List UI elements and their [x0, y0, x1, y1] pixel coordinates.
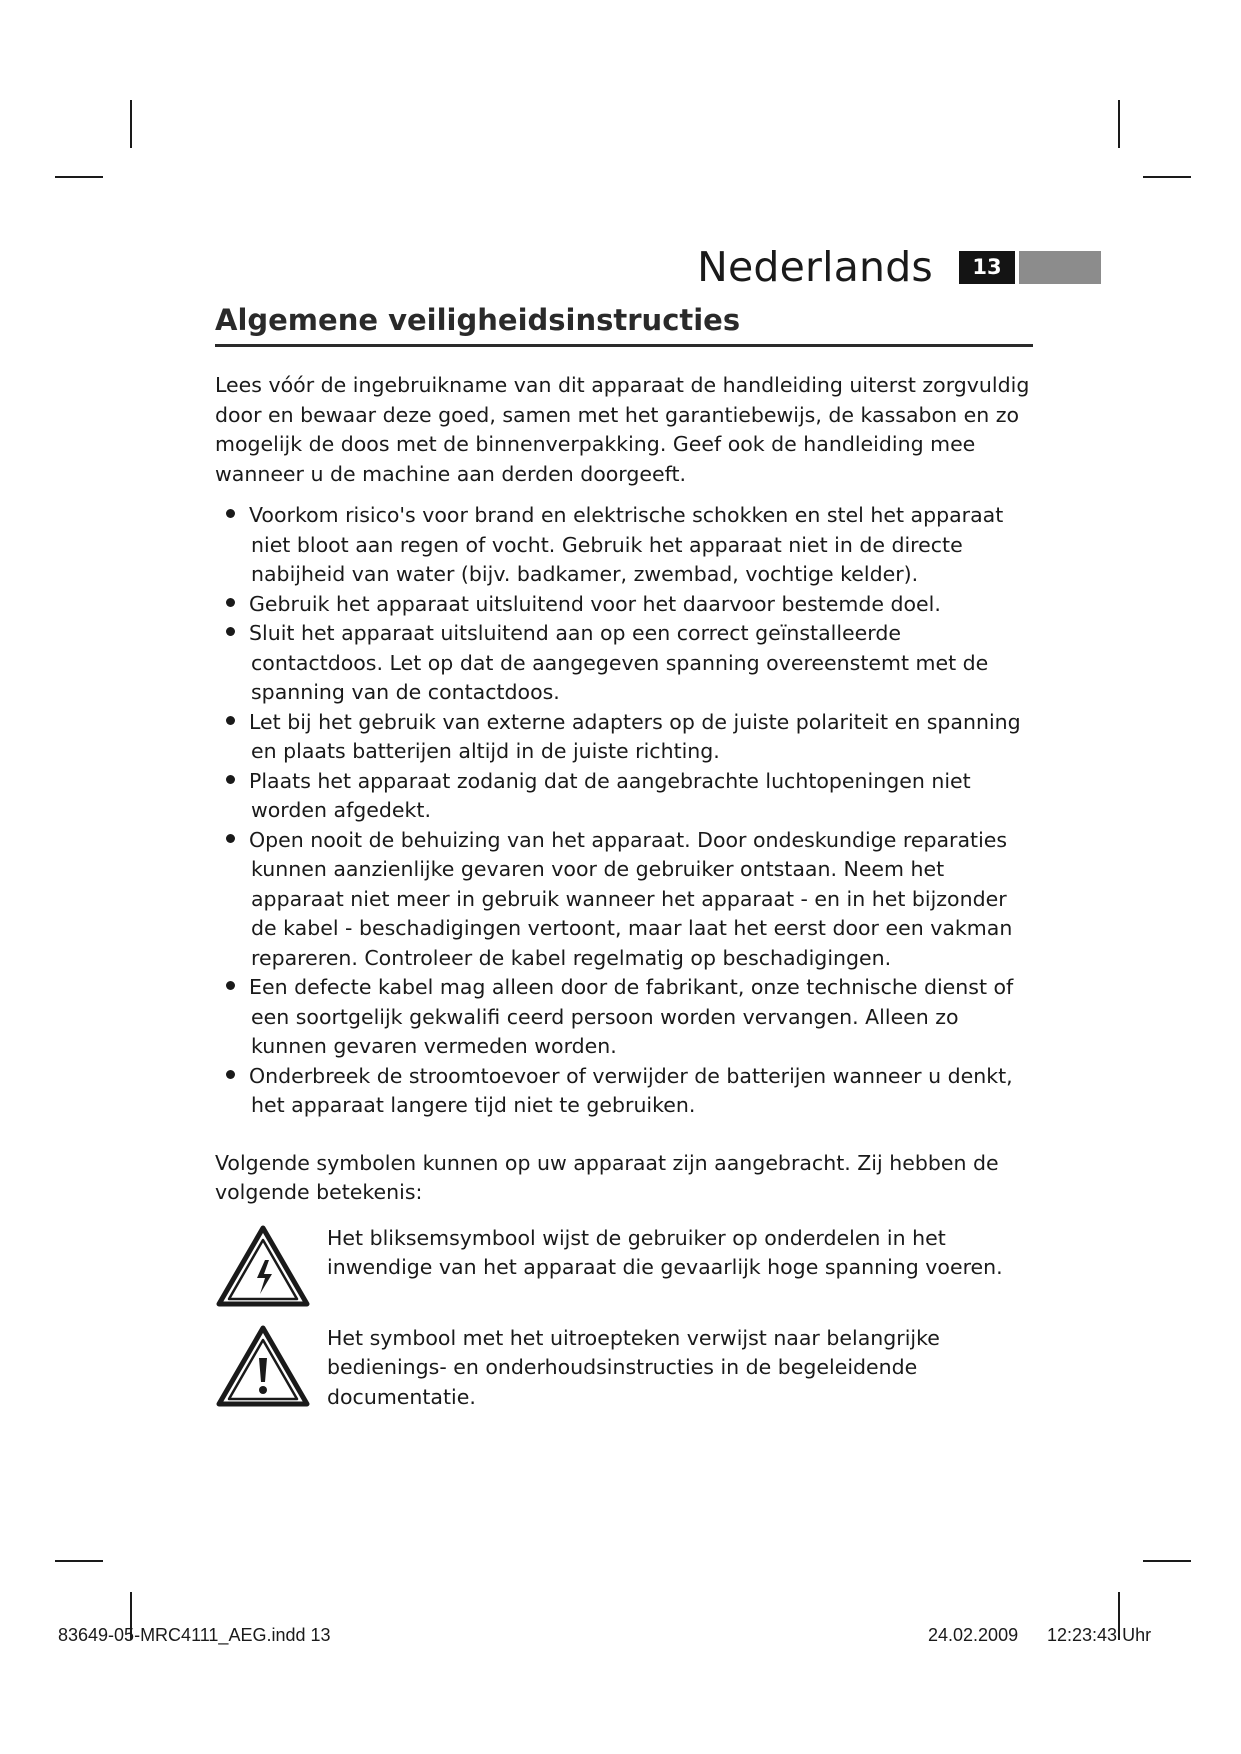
footer-file: 83649-05-MRC4111_AEG.indd 13	[58, 1625, 331, 1645]
symbol-row-lightning	[215, 1224, 1033, 1310]
footer-date: 24.02.2009	[928, 1625, 1019, 1645]
intro-paragraph: Lees vóór de ingebruikname van dit apparaat de handleiding uiterst zorgvuldig door en bewaar deze goed, samen met het garantiebewijs, de kassabon en zo mogelijk de doos met de binnenverpakking. Geef ook de handleiding mee wanneer u de machine aan derden doorgeeft.	[215, 373, 1030, 486]
page-content	[215, 300, 1033, 1412]
section-title: Algemene veiligheidsinstructies	[215, 300, 1033, 347]
lightning-symbol-text: Het bliksemsymbool wijst de gebruiker op onderdelen in het inwendige van het apparaat die gevaarlijk hoge spanning voeren.	[327, 1225, 1003, 1279]
bullet-icon	[226, 981, 235, 990]
crop-mark-top-left-h	[55, 176, 103, 178]
crop-mark-bottom-left-h	[55, 1560, 103, 1562]
language-title: Nederlands	[697, 243, 933, 291]
page-number: 13	[959, 251, 1015, 284]
exclamation-symbol-text: Het symbool met het uitroepteken verwijst naar belangrijke bedienings- en onderhoudsinstructies in de begeleidende documentatie.	[327, 1325, 940, 1409]
lightning-warning-icon	[215, 1224, 311, 1310]
safety-list	[215, 501, 1033, 1121]
crop-mark-bottom-right-h	[1143, 1560, 1191, 1562]
list-item: Voorkom risico's voor brand en elektrische schokken en stel het apparaat niet bloot aan regen of vocht. Gebruik het apparaat niet in de directe nabijheid van water (bijv. badkamer, zwembad, vochtige kelder).	[215, 501, 1033, 590]
list-item: Gebruik het apparaat uitsluitend voor het daarvoor bestemde doel.	[215, 590, 1033, 620]
exclamation-warning-icon	[215, 1324, 311, 1410]
bullet-icon	[226, 834, 235, 843]
list-item: Een defecte kabel mag alleen door de fabrikant, onze technische dienst of een soortgelijk gekwalifi ceerd persoon worden vervangen. Alleen zo kunnen gevaren vermeden worden.	[215, 973, 1033, 1062]
crop-mark-top-right-v	[1118, 100, 1120, 148]
bullet-icon	[226, 1070, 235, 1079]
list-item: Onderbreek de stroomtoevoer of verwijder de batterijen wanneer u denkt, het apparaat langere tijd niet te gebruiken.	[215, 1062, 1033, 1121]
list-item: Let bij het gebruik van externe adapters op de juiste polariteit en spanning en plaats batterijen altijd in de juiste richting.	[215, 708, 1033, 767]
list-item: Sluit het apparaat uitsluitend aan op een correct geïnstalleerde contactdoos. Let op dat de aangegeven spanning overeenstemt met de spanning van de contactdoos.	[215, 619, 1033, 708]
crop-mark-top-left-v	[130, 100, 132, 148]
bullet-icon	[226, 716, 235, 725]
bullet-icon	[226, 598, 235, 607]
bullet-icon	[226, 775, 235, 784]
list-item: Plaats het apparaat zodanig dat de aangebrachte luchtopeningen niet worden afgedekt.	[215, 767, 1033, 826]
language-header	[697, 244, 1101, 290]
symbol-row-exclamation	[215, 1324, 1033, 1413]
crop-mark-top-right-h	[1143, 176, 1191, 178]
bullet-icon	[226, 509, 235, 518]
bullet-icon	[226, 627, 235, 636]
page-tab	[959, 251, 1101, 284]
footer-time: 12:23:43 Uhr	[1047, 1625, 1152, 1645]
list-item: Open nooit de behuizing van het apparaat. Door ondeskundige reparaties kunnen aanzienlijke gevaren voor de gebruiker ontstaan. Neem het apparaat niet meer in gebruik wanneer het apparaat - en in het bijzonder de kabel - beschadigingen vertoont, maar laat het eerst door een vakman repareren. Controleer de kabel regelmatig op beschadigingen.	[215, 826, 1033, 974]
symbols-intro: Volgende symbolen kunnen op uw apparaat zijn aangebracht. Zij hebben de volgende betekenis:	[215, 1150, 999, 1204]
